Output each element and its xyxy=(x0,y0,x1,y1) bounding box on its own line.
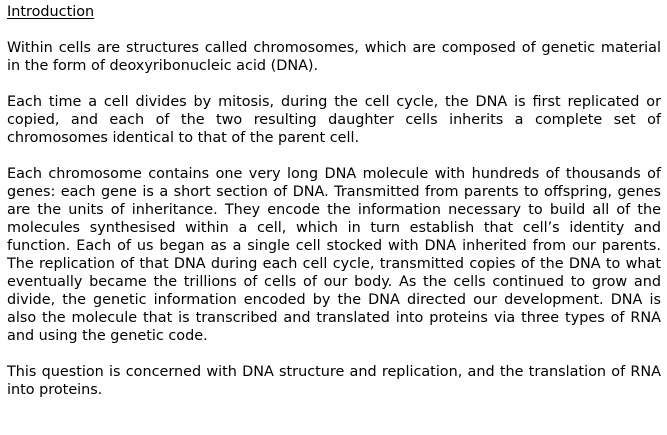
spacer xyxy=(7,21,661,39)
paragraph-question-scope: This question is concerned with DNA structure and replication, and the translation of RNA into proteins. xyxy=(7,364,661,398)
paragraph-mitosis: Each time a cell divides by mitosis, during the cell cycle, the DNA is first replicated or copied, and each of the two resulting daughter cells inherits a complete set of chromosomes identical to that of the parent cell. xyxy=(7,94,661,146)
spacer xyxy=(7,147,661,165)
spacer xyxy=(7,75,661,93)
paragraph-chromosomes: Within cells are structures called chromosomes, which are composed of genetic material in the form of deoxyribonucleic acid (DNA). xyxy=(7,40,661,74)
spacer xyxy=(7,345,661,363)
section-heading: Introduction xyxy=(7,4,95,20)
paragraph-genes: Each chromosome contains one very long DNA molecule with hundreds of thousands of genes: each gene is a short section of DNA. Transmitted from parents to offspring, genes are the units of inheritance. They encode the information necessary to build all of the molecules synthesised within a cell, which in turn establish that cell’s identity and function. Each of us began as a single cell stocked with DNA inherited from our parents. The replication of that DNA during each cell cycle, transmitted copies of the DNA to what eventually became the trillions of cells of our body. As the cells continued to grow and divide, the genetic information encoded by the DNA directed our development. DNA is also the molecule that is transcribed and translated into proteins via three types of RNA and using the genetic code. xyxy=(7,166,661,344)
